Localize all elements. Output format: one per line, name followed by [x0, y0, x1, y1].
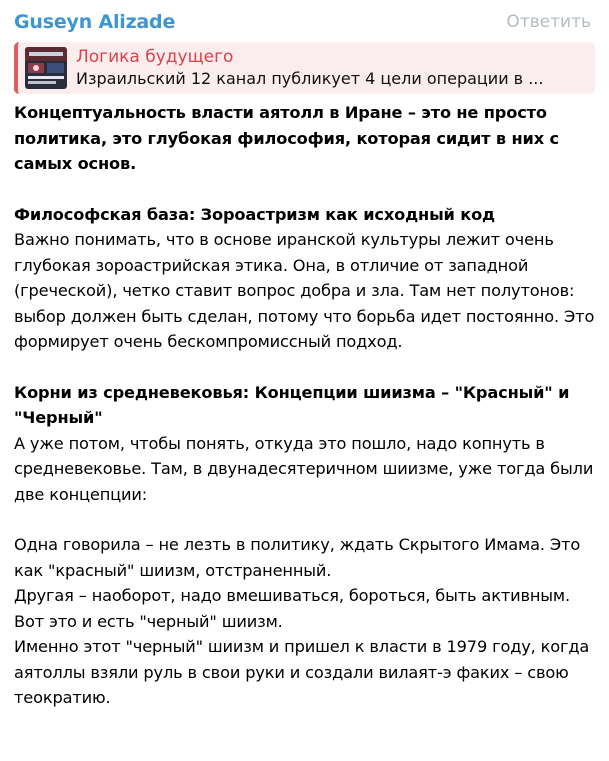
- quote-channel-name: Логика будущего: [76, 47, 234, 67]
- paragraph-black-shiism: Другая – наоборот, надо вмешиваться, бороться, быть активным. Вот это и есть "черный" шиизм.: [14, 586, 570, 631]
- paragraph-zoroastrianism: Важно понимать, что в основе иранской культуры лежит очень глубокая зороастрийская этика. Она, в отличие от западной (греческой), четко ставит вопрос добра и зла. Там нет полутонов: выбор должен быть сделан, потому что борьба идет постоянно. Это формирует очень бескомпромиссный подход.: [14, 230, 595, 351]
- paragraph-gap: [14, 355, 595, 380]
- quote-preview: Израильский 12 канал публикует 4 цели операции в ...: [76, 69, 544, 88]
- quote-text: [76, 46, 585, 90]
- channel-thumbnail-icon: [25, 47, 67, 89]
- reply-button[interactable]: Ответить: [506, 12, 591, 32]
- paragraph-1979: Именно этот "черный" шиизм и пришел к власти в 1979 году, когда аятоллы взяли руль в свои руки и создали вилаят-э факих – свою теократию.: [14, 637, 590, 707]
- section-heading-zoroastrianism: Философская база: Зороастризм как исходный код: [14, 204, 495, 224]
- paragraph-shiism-intro: А уже потом, чтобы понять, откуда это пошло, надо копнуть в средневековье. Там, в двунадесятеричном шиизме, уже тогда были две концепции:: [14, 433, 594, 504]
- author-name[interactable]: Guseyn Alizade: [14, 11, 176, 33]
- paragraph-red-shiism: Одна говорила – не лезть в политику, ждать Скрытого Имама. Это как "красный" шиизм, отстраненный.: [14, 535, 581, 580]
- message-text: [14, 100, 595, 711]
- message-header: [14, 8, 595, 36]
- forwarded-quote[interactable]: [14, 42, 595, 94]
- section-heading-shiism: Корни из средневековья: Концепции шиизма – "Красный" и "Черный": [14, 382, 570, 427]
- paragraph-gap: [14, 507, 595, 532]
- intro-paragraph: Концептуальность власти аятолл в Иране – это не просто политика, это глубокая философия, которая сидит в них с самых основ.: [14, 103, 559, 173]
- paragraph-gap: [14, 177, 595, 202]
